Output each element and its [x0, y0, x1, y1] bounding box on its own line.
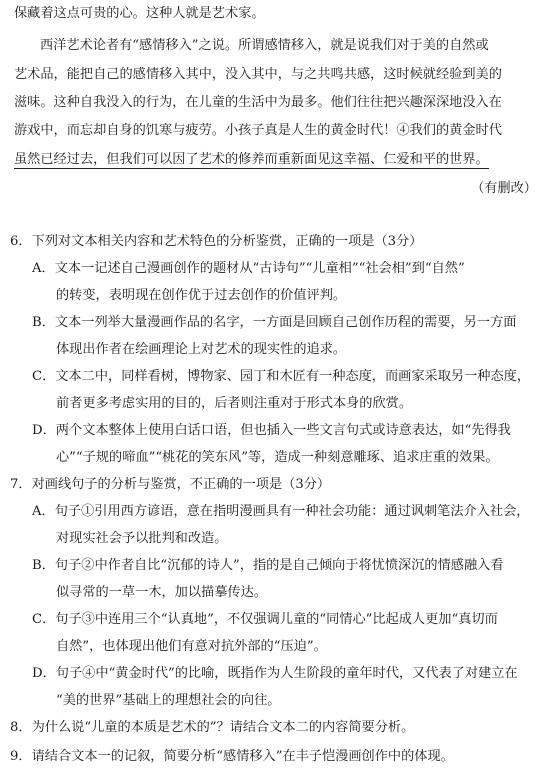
passage-line-2: 西洋艺术论者有“感情移入”之说。所谓感情移入，就是说我们对于美的自然或: [40, 38, 489, 53]
question-6-stem: 6．下列对文本相关内容和艺术特色的分析鉴赏，正确的一项是（3分）: [10, 234, 423, 249]
passage-line-6: [0, 151, 555, 169]
question-6-option-d-cont: 心”“子规的啼血”“桃花的笑东风”等，造成一种刻意雕琢、追求庄重的效果。: [56, 450, 499, 465]
question-7-option-b-cont: 似寻常的一草一木，加以描摹传达。: [56, 585, 267, 600]
question-7-option-d-cont: “美的世界”基础上的理想社会的向往。: [56, 693, 281, 708]
source-note: （有删改）: [471, 181, 537, 196]
question-6-option-a: A．文本一记述自己漫画创作的题材从“古诗句”“儿童相”“社会相”到“自然”: [32, 261, 465, 276]
question-6-option-c: C．文本二中，同样看树，博物家、园丁和木匠有一种态度，而画家采取另一种态度，: [32, 369, 531, 384]
question-6-option-b: B．文本一列举大量漫画作品的名字，一方面是回顾自己创作历程的需要，另一方面: [32, 315, 517, 330]
passage-line-3: 艺术品，能把自己的感情移入其中，没入其中，与之共鸣共感，这时候就经验到美的: [14, 67, 502, 82]
question-6-option-d: D．两个文本整体上使用白话口语，但也插入一些文言句式或诗意表达，如“先得我: [32, 423, 511, 438]
question-7-option-c: C．句子③中连用三个“认真地”，不仅强调儿童的“同情心”比起成人更加“真切而: [32, 612, 498, 627]
passage-line-5: 游戏中，而忘却自身的饥寒与疲劳。小孩子真是人生的黄金时代！④我们的黄金时代: [14, 123, 502, 138]
question-9: 9．请结合文本一的记叙，简要分析“感情移入”在丰子恺漫画创作中的体现。: [10, 749, 454, 764]
passage-line-1: 保藏着这点可贵的心。这种人就是艺术家。: [14, 6, 265, 21]
underlined-sentence-4: 虽然已经过去，但我们可以因了艺术的修养而重新面见这幸福、仁爱和平的世界。: [14, 152, 489, 167]
question-7-stem: 7．对画线句子的分析与鉴赏，不正确的一项是（3分）: [10, 477, 331, 492]
passage-line-4: 滋味。这种自我没入的行为，在儿童的生活中为最多。他们往往把兴趣深深地没入在: [14, 95, 502, 110]
question-7-option-a-cont: 对现实社会予以批判和改造。: [56, 531, 228, 546]
question-6-option-c-cont: 前者更多考虑实用的目的，后者则注重对于形式本身的欣赏。: [56, 396, 413, 411]
question-7-option-d: D．句子④中“黄金时代”的比喻，既指作为人生阶段的童年时代，又代表了对建立在: [32, 666, 518, 681]
question-6-option-a-cont: 的转变，表明现在创作优于过去创作的价值评判。: [56, 288, 347, 303]
question-7-option-a: A．句子①引用西方谚语，意在指明漫画具有一种社会功能：通过讽刺笔法介入社会，: [32, 504, 530, 519]
question-8: 8．为什么说“儿童的本质是艺术的”？请结合文本二的内容简要分析。: [10, 720, 415, 735]
question-7-option-b: B．句子②中作者自比“沉郁的诗人”，指的是自己倾向于将忧愤深沉的情感融入看: [32, 558, 504, 573]
question-6-option-b-cont: 体现出作者在绘画理论上对艺术的现实性的追求。: [56, 342, 347, 357]
question-7-option-c-cont: 自然”，也体现出他们有意对抗外部的“压迫”。: [56, 639, 327, 654]
